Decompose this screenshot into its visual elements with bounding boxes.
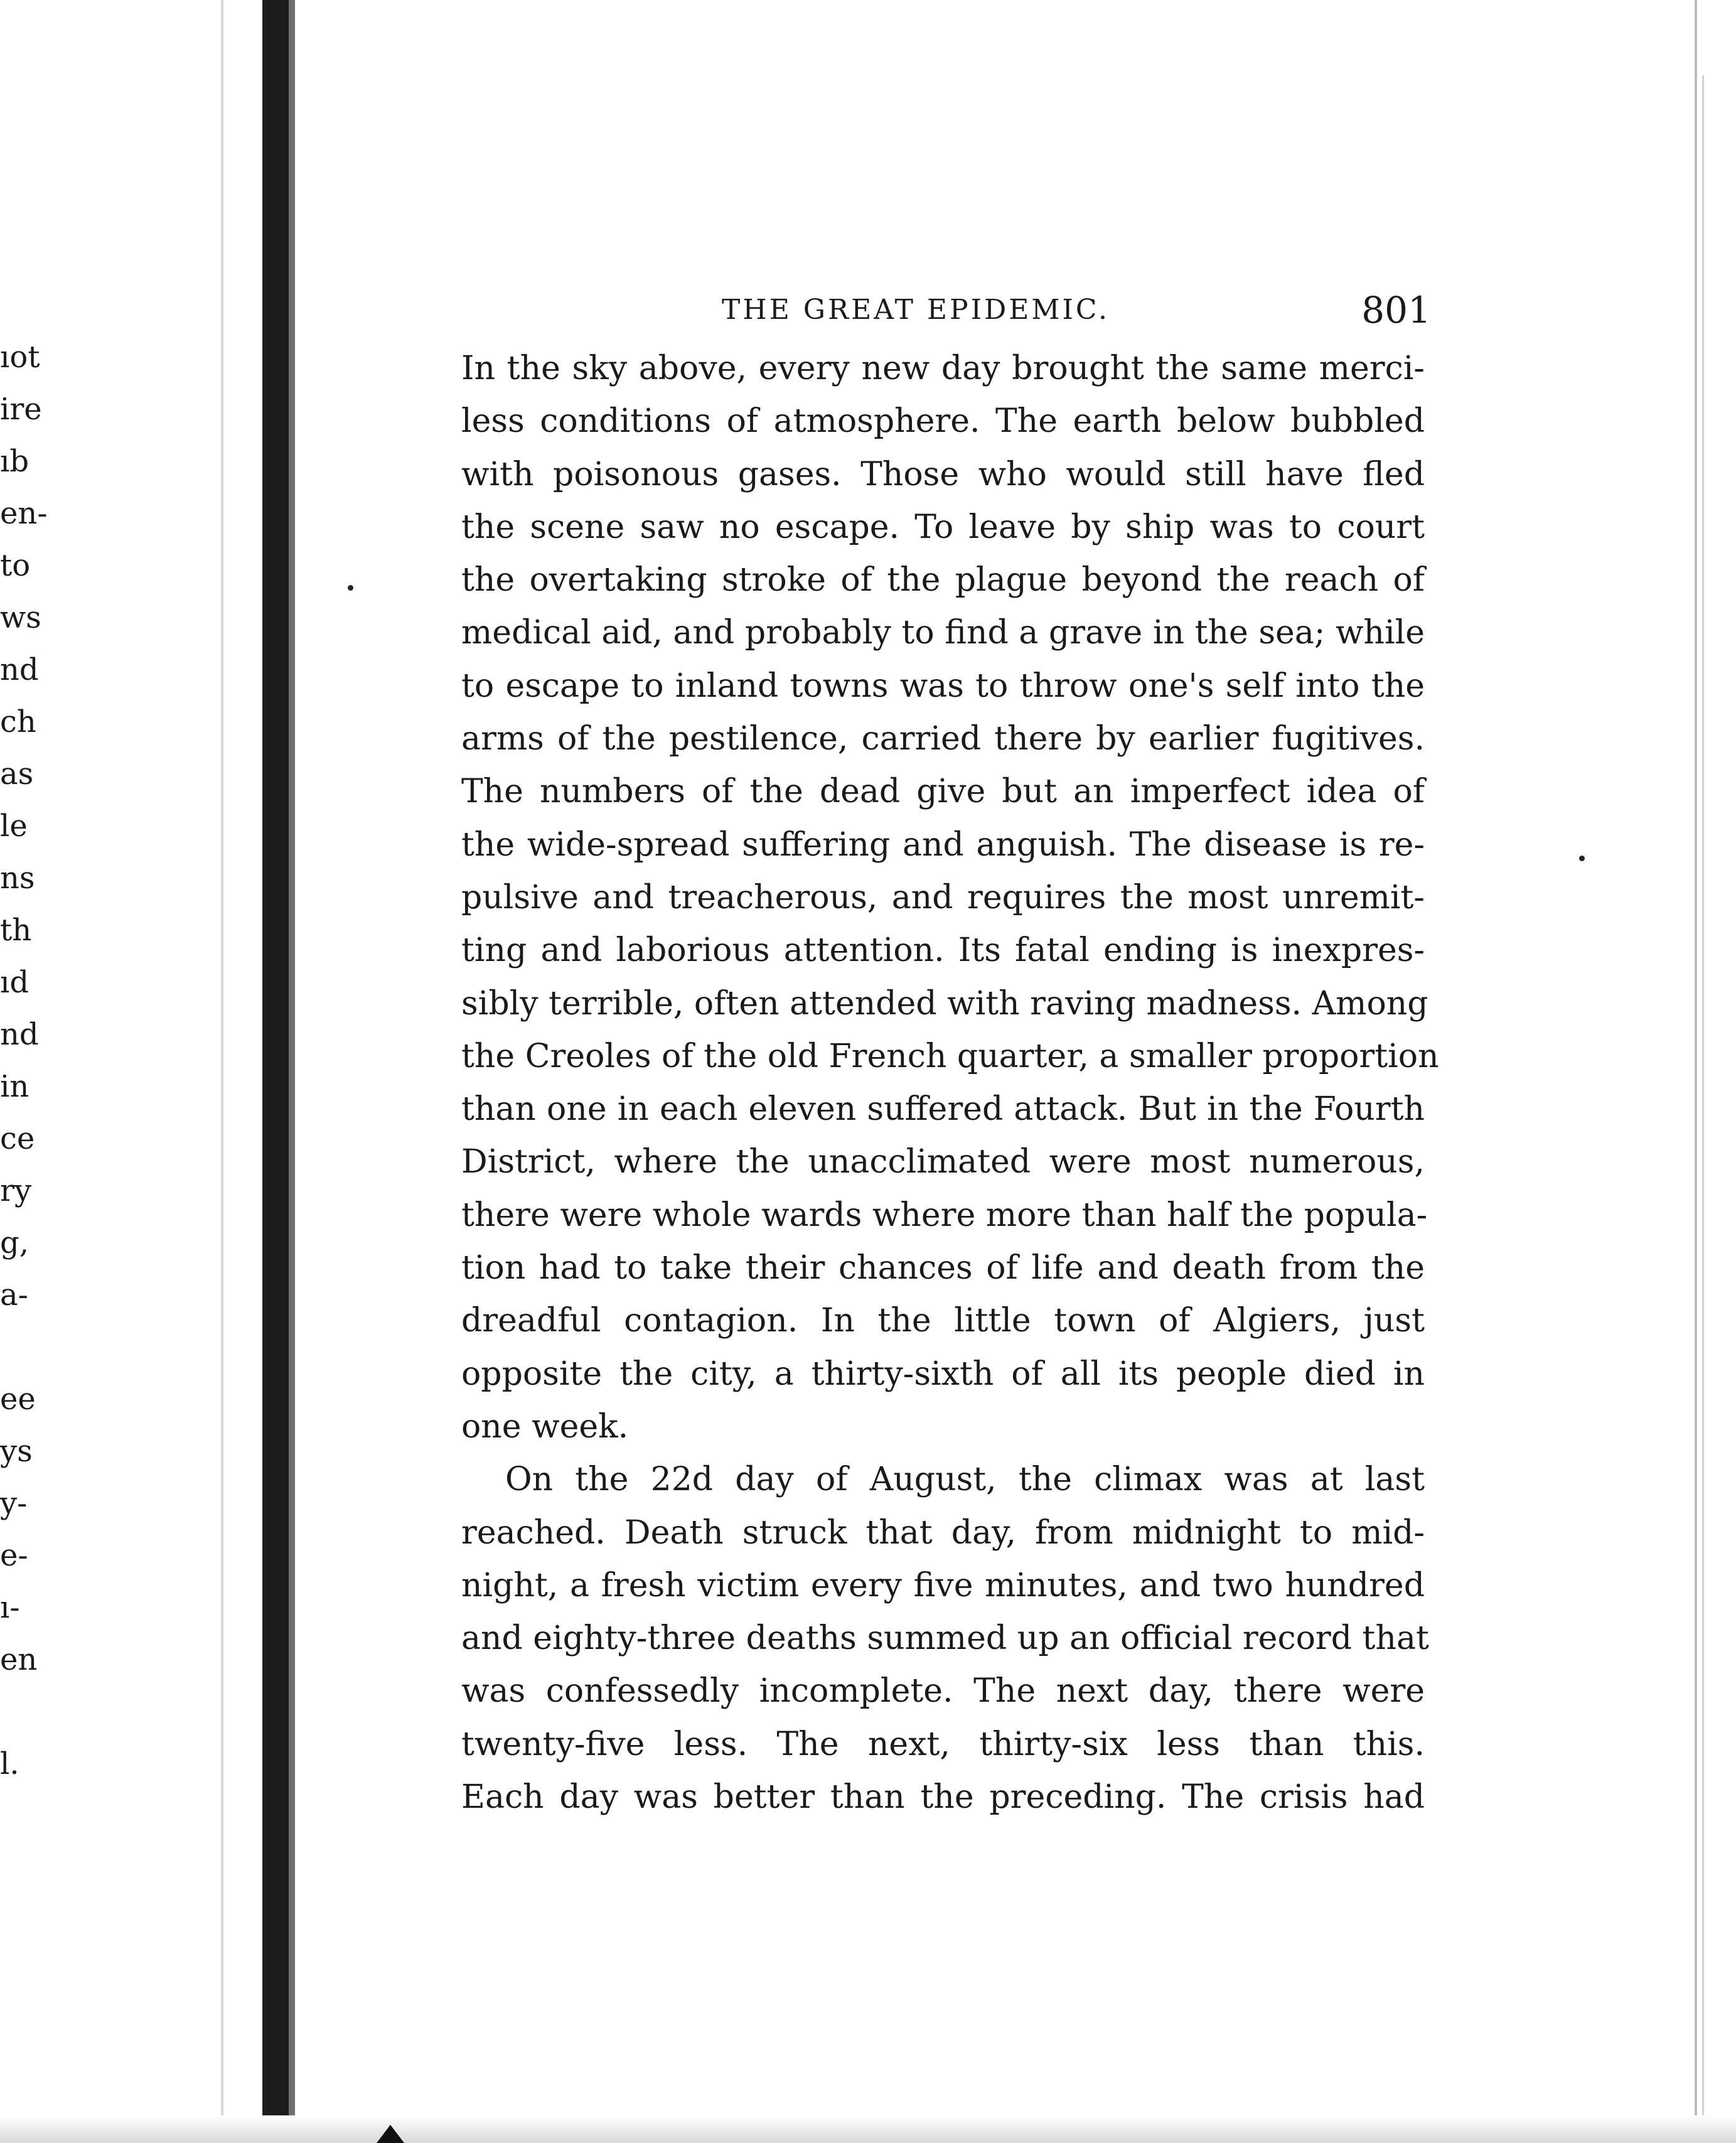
text-line: the Creoles of the old French quarter, a smaller proportion bbox=[461, 1037, 1439, 1075]
ink-speck bbox=[348, 585, 353, 591]
facing-fragment: ire bbox=[0, 392, 42, 427]
facing-fragment: ys bbox=[0, 1434, 33, 1469]
facing-fragment: ı- bbox=[0, 1590, 20, 1625]
facing-fragment: ee bbox=[0, 1382, 36, 1417]
text-line: one week. bbox=[461, 1407, 629, 1446]
facing-fragment: y- bbox=[0, 1486, 28, 1521]
page-header bbox=[722, 289, 1431, 333]
text-line: the wide-spread suffering and anguish. The disease is re- bbox=[461, 825, 1425, 864]
text-line: there were whole wards where more than half the popula- bbox=[461, 1196, 1428, 1234]
text-line: sibly terrible, often attended with raving madness. Among bbox=[461, 984, 1428, 1023]
facing-fragment: ce bbox=[0, 1121, 35, 1156]
facing-fragment: to bbox=[0, 548, 31, 583]
text-line: arms of the pestilence, carried there by earlier fugitives. bbox=[461, 720, 1425, 758]
facing-page-fragments bbox=[0, 0, 226, 2143]
facing-fragment: a- bbox=[0, 1277, 28, 1313]
facing-fragment: ıb bbox=[0, 444, 29, 479]
text-line: and eighty-three deaths summed up an official record that bbox=[461, 1619, 1429, 1658]
ink-speck bbox=[1579, 856, 1585, 861]
text-line: than one in each eleven suffered attack. But in the Fourth bbox=[461, 1090, 1425, 1129]
text-line: In the sky above, every new day brought the same merci- bbox=[461, 350, 1425, 387]
facing-fragment: e- bbox=[0, 1538, 28, 1573]
facing-fragment: en bbox=[0, 1642, 38, 1677]
facing-fragment: g, bbox=[0, 1225, 29, 1260]
text-line: to escape to inland towns was to throw one's self into the bbox=[461, 667, 1425, 705]
facing-fragment: as bbox=[0, 756, 34, 792]
facing-fragment: in bbox=[0, 1069, 29, 1104]
text-line: medical aid, and probably to find a grave in the sea; while bbox=[461, 614, 1425, 652]
body-text bbox=[461, 342, 1439, 1823]
facing-fragment: th bbox=[0, 913, 32, 948]
text-line: night, a fresh victim every five minutes, and two hundred bbox=[461, 1566, 1425, 1604]
text-line: the overtaking stroke of the plague beyond the reach of bbox=[461, 561, 1425, 599]
page-fold bbox=[221, 0, 223, 2143]
facing-fragment: ry bbox=[0, 1173, 32, 1208]
text-line: pulsive and treacherous, and requires the most unremit- bbox=[461, 878, 1425, 916]
text-line: The numbers of the dead give but an imperfect idea of bbox=[461, 773, 1425, 811]
page-edge bbox=[1695, 0, 1697, 2143]
facing-fragment: l. bbox=[0, 1746, 19, 1781]
text-line: less conditions of atmosphere. The earth below bubbled bbox=[461, 402, 1425, 441]
gutter-edge bbox=[289, 0, 295, 2143]
text-line: District, where the unacclimated were most numerous, bbox=[461, 1143, 1425, 1181]
page-edge bbox=[1702, 75, 1704, 2143]
text-line: with poisonous gases. Those who would still have fled bbox=[461, 455, 1425, 493]
text-line: reached. Death struck that day, from midnight to mid- bbox=[461, 1513, 1425, 1552]
facing-fragment: ıot bbox=[0, 340, 40, 375]
facing-fragment: ws bbox=[0, 600, 41, 635]
facing-fragment: nd bbox=[0, 1017, 39, 1052]
facing-fragment: le bbox=[0, 808, 28, 844]
facing-fragment: ns bbox=[0, 861, 35, 896]
text-line: the scene saw no escape. To leave by ship was to court bbox=[461, 508, 1425, 546]
text-line: On the 22d day of August, the climax was at last bbox=[505, 1461, 1425, 1499]
text-line: tion had to take their chances of life and death from the bbox=[461, 1249, 1425, 1287]
page-number: 801 bbox=[1361, 289, 1431, 331]
text-line: twenty-five less. The next, thirty-six less than this. bbox=[461, 1725, 1425, 1763]
text-line: Each day was better than the preceding. The crisis had bbox=[461, 1778, 1425, 1817]
text-line: dreadful contagion. In the little town of Algiers, just bbox=[461, 1302, 1425, 1340]
text-line: ting and laborious attention. Its fatal ending is inexpres- bbox=[461, 932, 1425, 970]
facing-fragment: ch bbox=[0, 704, 36, 739]
facing-fragment: nd bbox=[0, 652, 39, 687]
running-head: THE GREAT EPIDEMIC. bbox=[722, 294, 1110, 326]
text-line: was confessedly incomplete. The next day, there were bbox=[461, 1672, 1425, 1711]
text-line: opposite the city, a thirty-sixth of all its people died in bbox=[461, 1355, 1425, 1393]
scan-shadow bbox=[0, 2115, 1736, 2143]
scan-corner-mark bbox=[377, 2125, 404, 2143]
facing-fragment: ıd bbox=[0, 965, 29, 1000]
book-gutter bbox=[262, 0, 289, 2143]
facing-fragment: en- bbox=[0, 496, 48, 531]
